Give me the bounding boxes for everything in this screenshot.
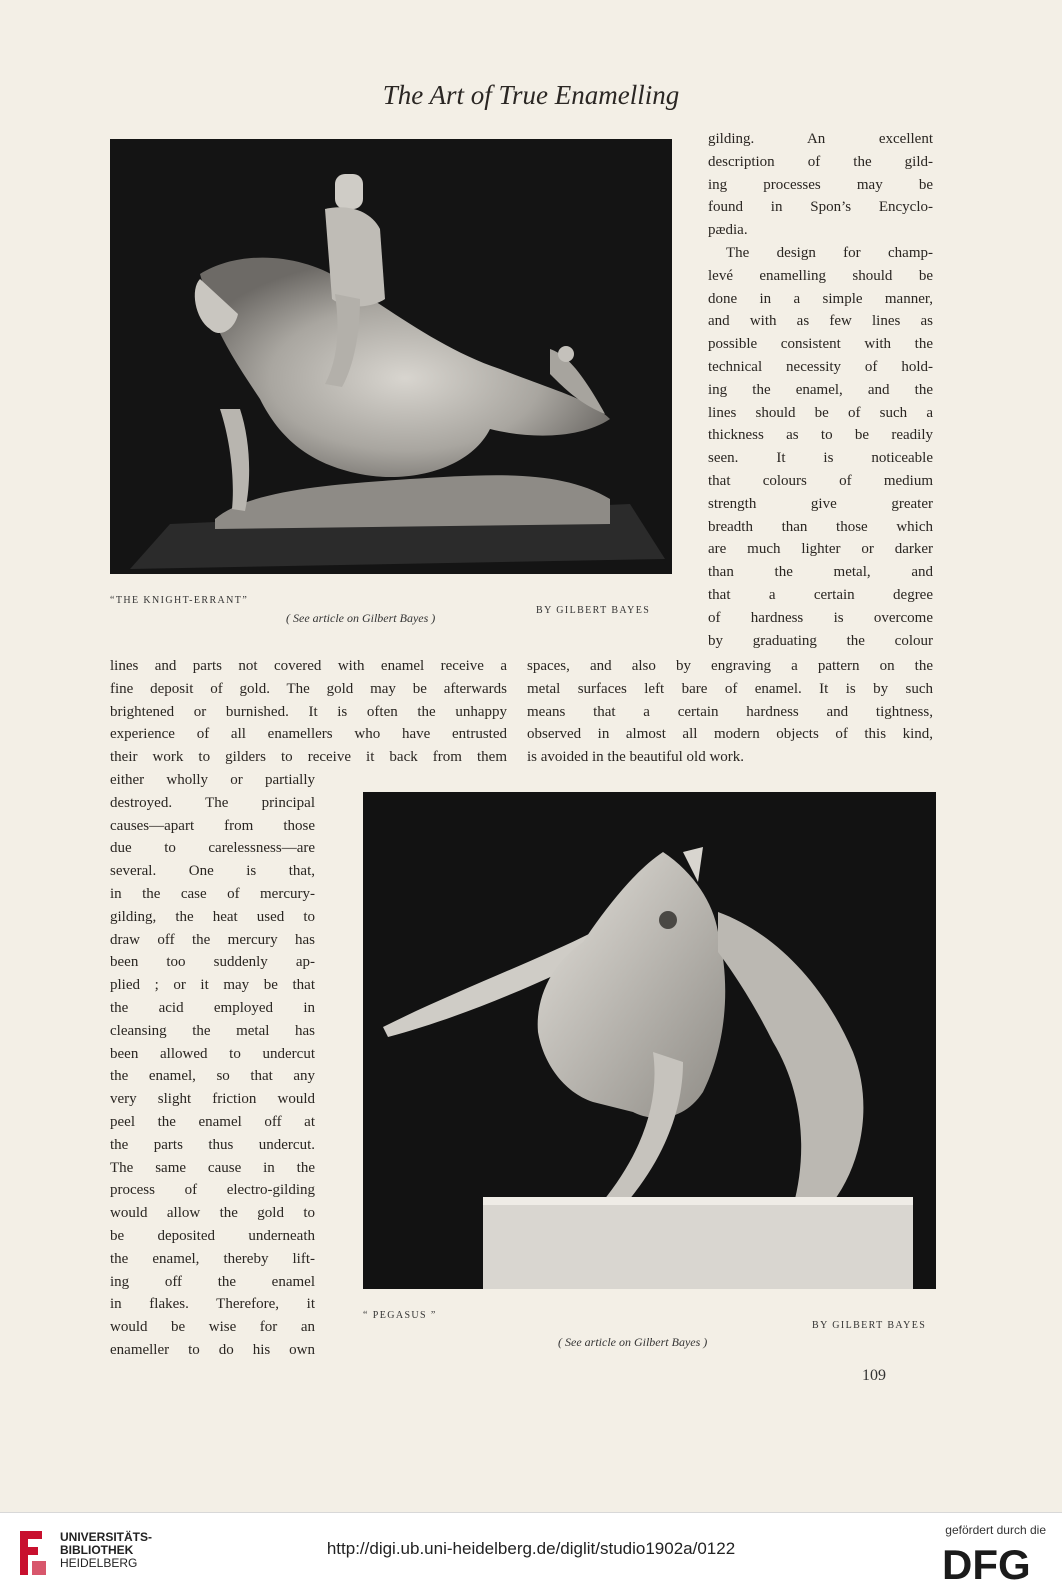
text-line: observed in almost all modern objects of this kind, xyxy=(527,726,933,743)
text-line: and with as few lines as xyxy=(708,313,933,330)
text-line: the enamel, so that any xyxy=(110,1068,315,1085)
text-line: found in Spon’s Encyclo- xyxy=(708,199,933,216)
footer-bar xyxy=(0,1512,1062,1592)
photo-pegasus xyxy=(363,792,936,1289)
source-url-link[interactable]: http://digi.ub.uni-heidelberg.de/diglit/studio1902a/0122 xyxy=(326,1539,736,1558)
text-line: either wholly or partially xyxy=(110,772,315,788)
text-line: enameller to do his own xyxy=(110,1341,315,1358)
text-line: than the metal, and xyxy=(708,564,933,581)
sculpture-knight-image xyxy=(110,139,672,574)
text-column-left-bottom xyxy=(110,769,315,1362)
caption-knight-title: “THE KNIGHT-ERRANT” xyxy=(110,595,249,606)
text-line: strength give greater xyxy=(708,495,933,512)
text-line: cleansing the metal has xyxy=(110,1022,315,1039)
page-number: 109 xyxy=(862,1367,886,1384)
text-line: spaces, and also by engraving a pattern on the xyxy=(527,658,933,674)
text-line: levé enamelling should be xyxy=(708,267,933,284)
caption-pegasus-title: “ PEGASUS ” xyxy=(363,1310,437,1321)
text-line: several. One is that, xyxy=(110,863,315,880)
text-line: would allow the gold to xyxy=(110,1205,315,1222)
text-line: by graduating the colour xyxy=(708,632,933,649)
caption-pegasus-note: ( See article on Gilbert Bayes ) xyxy=(558,1335,708,1349)
text-line: gilding, the heat used to xyxy=(110,908,315,925)
text-line: the acid employed in xyxy=(110,999,315,1016)
text-line: in the case of mercury- xyxy=(110,885,315,902)
text-line: the parts thus undercut. xyxy=(110,1136,315,1153)
library-name-line3: HEIDELBERG xyxy=(60,1556,138,1570)
text-line: are much lighter or darker xyxy=(708,541,933,558)
sculpture-pegasus-image xyxy=(363,792,936,1289)
text-line: The same cause in the xyxy=(110,1159,315,1176)
text-line: lines and parts not covered with enamel receive a xyxy=(110,658,507,674)
text-line: metal surfaces left bare of enamel. It is by such xyxy=(527,680,933,697)
text-line: that colours of medium xyxy=(708,472,933,489)
funded-by-label: gefördert durch die xyxy=(945,1523,1046,1537)
text-column-right-mid xyxy=(527,655,933,769)
text-line: is avoided in the beautiful old work. xyxy=(527,749,745,766)
text-line: process of electro-gilding xyxy=(110,1182,315,1199)
text-column-right-top xyxy=(708,128,933,652)
text-line: due to carelessness—are xyxy=(110,840,315,857)
running-title: The Art of True Enamelling xyxy=(382,80,680,110)
text-line: been allowed to undercut xyxy=(110,1045,315,1062)
text-line: brightened or burnished. It is often the unhappy xyxy=(110,703,507,720)
text-line: in flakes. Therefore, it xyxy=(110,1296,315,1313)
text-line: the enamel, thereby lift- xyxy=(110,1250,315,1267)
text-line: pædia. xyxy=(708,222,748,239)
text-line: done in a simple manner, xyxy=(708,290,933,307)
text-line: peel the enamel off at xyxy=(110,1113,315,1130)
text-column-left-mid xyxy=(110,655,507,769)
text-line: means that a certain hardness and tightness, xyxy=(527,703,933,720)
text-line: possible consistent with the xyxy=(708,336,933,353)
caption-knight-credit: BY GILBERT BAYES xyxy=(536,605,651,616)
text-line: technical necessity of hold- xyxy=(708,358,933,375)
caption-pegasus-credit: BY GILBERT BAYES xyxy=(812,1320,927,1331)
text-line: destroyed. The principal xyxy=(110,794,315,811)
dfg-logo-text: DFG xyxy=(942,1541,1031,1583)
text-line: thickness as to be readily xyxy=(708,427,933,444)
text-line: been too suddenly ap- xyxy=(110,954,315,971)
text-line: plied ; or it may be that xyxy=(110,977,315,994)
text-line: gilding. An excellent xyxy=(708,131,933,147)
caption-knight-note: ( See article on Gilbert Bayes ) xyxy=(286,611,436,625)
text-line: fine deposit of gold. The gold may be afterwards xyxy=(110,680,507,697)
text-line: ing off the enamel xyxy=(110,1273,315,1290)
library-name-line2: BIBLIOTHEK xyxy=(60,1543,134,1557)
text-line: of hardness is overcome xyxy=(708,609,933,626)
text-line: description of the gild- xyxy=(708,153,933,170)
text-line: experience of all enamellers who have entrusted xyxy=(110,726,507,743)
text-line: seen. It is noticeable xyxy=(708,450,933,467)
text-line: very slight friction would xyxy=(110,1091,315,1108)
text-line: breadth than those which xyxy=(708,518,933,535)
dfg-logo-icon xyxy=(942,1541,1046,1583)
text-line: be deposited underneath xyxy=(110,1227,315,1244)
photo-knight-errant xyxy=(110,139,672,574)
library-name-line1: UNIVERSITÄTS- xyxy=(60,1530,153,1544)
text-line: lines should be of such a xyxy=(708,404,933,421)
text-line: their work to gilders to receive it back from them xyxy=(110,749,507,766)
text-line: ing the enamel, and the xyxy=(708,381,933,398)
text-line: ing processes may be xyxy=(708,176,933,193)
text-line: causes—apart from those xyxy=(110,817,315,834)
text-line: would be wise for an xyxy=(110,1319,315,1336)
text-line: draw off the mercury has xyxy=(110,931,315,948)
text-line: The design for champ- xyxy=(726,244,933,261)
text-line: that a certain degree xyxy=(708,586,933,603)
